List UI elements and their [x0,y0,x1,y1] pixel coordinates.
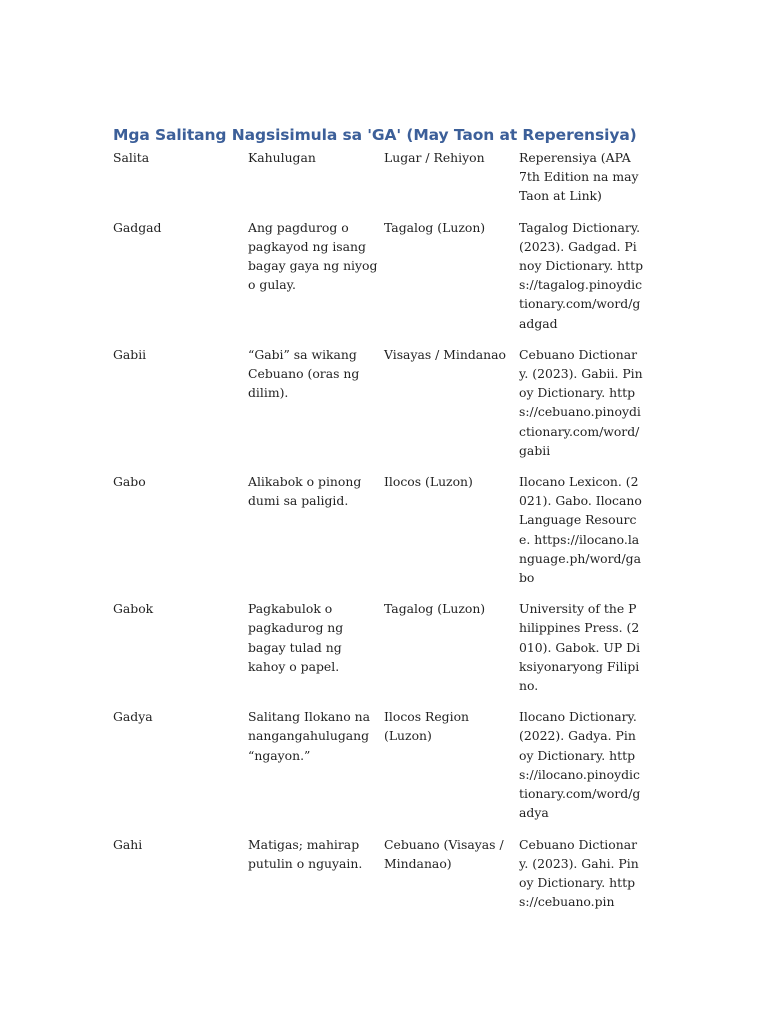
cell-lugar: Ilocos Region (Luzon) [384,709,470,744]
table-row [113,835,649,912]
header-salita: Salita [113,150,150,165]
cell-reperensiya: Ilocano Lexicon. (2021). Gabo. Ilocano Language Resource. https://ilocano.language.ph/word/gabo [519,474,642,586]
table-row [113,472,649,599]
cell-salita: Gahi [113,836,143,852]
cell-kahulugan: Matigas; mahirap putulin o nguyain. [248,836,363,871]
header-reperensiya: Reperensiya (APA 7th Edition na may Taon at Link) [519,150,639,204]
table-row [113,599,649,707]
header-lugar: Lugar / Rehiyon [384,150,485,165]
cell-reperensiya: University of the Philippines Press. (2010). Gabok. UP Diksiyonaryong Filipino. [519,601,641,694]
cell-kahulugan: Pagkabulok o pagkadurog ng bagay tulad ng kahoy o papel. [248,601,344,674]
cell-reperensiya: Ilocano Dictionary. (2022). Gadya. Pinoy Dictionary. https://ilocano.pinoydictionary.com/word/gadya [519,709,641,821]
cell-salita: Gabo [113,474,146,490]
cell-salita: Gabok [113,601,154,617]
cell-lugar: Tagalog (Luzon) [384,601,486,617]
table-header-row [113,148,649,218]
cell-lugar: Tagalog (Luzon) [384,219,486,235]
table-row [113,707,649,834]
cell-kahulugan: Ang pagdurog o pagkayod ng isang bagay gaya ng niyog o gulay. [248,219,378,293]
cell-reperensiya: Cebuano Dictionary. (2023). Gabii. Pinoy Dictionary. https://cebuano.pinoydictionary.com/word/gabii [519,346,643,458]
cell-lugar: Ilocos (Luzon) [384,474,473,490]
document-title: Mga Salitang Nagsisimula sa 'GA' (May Taon at Reperensiya) [113,126,637,144]
table-row [113,345,649,472]
cell-salita: Gabii [113,346,147,362]
table-row [113,218,649,345]
header-kahulugan: Kahulugan [248,150,316,165]
cell-kahulugan: Salitang Ilokano na nangangahulugang “ngayon.” [248,709,370,763]
cell-lugar: Visayas / Mindanao [384,346,507,362]
cell-reperensiya: Tagalog Dictionary. (2023). Gadgad. Pinoy Dictionary. https://tagalog.pinoydictionary.com/word/gadgad [519,219,644,331]
cell-reperensiya: Cebuano Dictionary. (2023). Gahi. Pinoy Dictionary. https://cebuano.pin [519,836,639,910]
cell-salita: Gadya [113,709,153,725]
cell-lugar: Cebuano (Visayas / Mindanao) [384,836,504,871]
cell-kahulugan: “Gabi” sa wikang Cebuano (oras ng dilim). [248,346,360,401]
cell-salita: Gadgad [113,219,162,235]
cell-kahulugan: Alikabok o pinong dumi sa paligid. [248,474,362,509]
word-table [113,148,649,911]
